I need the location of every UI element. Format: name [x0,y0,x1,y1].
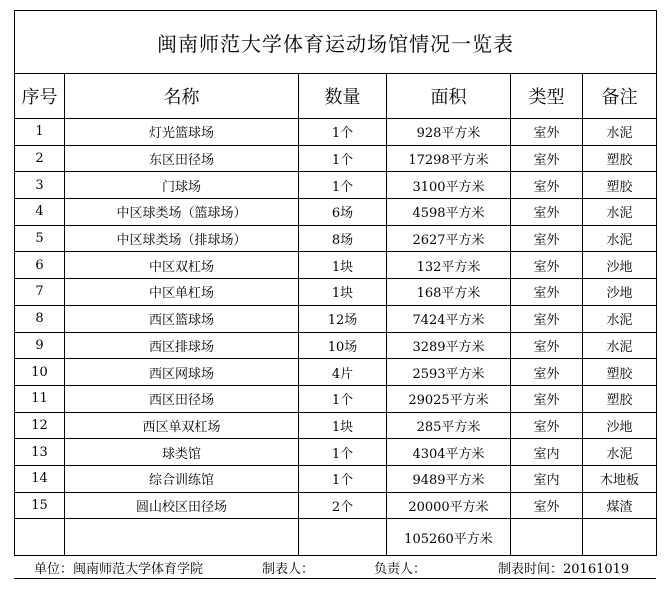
cell-no: 14 [15,465,65,492]
footer-maker: 制表人： [262,562,315,577]
cell-no: 7 [15,279,65,306]
table-row [15,279,657,306]
cell-name: 圆山校区田径场 [65,492,299,519]
cell-type: 室外 [511,119,583,146]
cell-qty: 2个 [299,492,387,519]
cell-no: 1 [15,119,65,146]
table-row [15,199,657,226]
cell-no: 12 [15,412,65,439]
cell-qty: 1块 [299,252,387,279]
cell-note: 水泥 [583,332,657,359]
cell-note: 塑胶 [583,172,657,199]
cell-name: 西区单双杠场 [65,412,299,439]
total-blank-name [65,519,299,556]
title-row [15,11,657,74]
cell-qty: 1个 [299,465,387,492]
table-row [15,332,657,359]
cell-no: 11 [15,385,65,412]
cell-type: 室外 [511,492,583,519]
cell-name: 球类馆 [65,439,299,466]
total-area: 105260平方米 [387,519,511,556]
cell-area: 132平方米 [387,252,511,279]
cell-area: 17298平方米 [387,145,511,172]
cell-note: 煤渣 [583,492,657,519]
cell-area: 9489平方米 [387,465,511,492]
cell-qty: 1个 [299,172,387,199]
cell-no: 5 [15,225,65,252]
table-row [15,359,657,386]
cell-no: 2 [15,145,65,172]
stadium-table-sheet [14,10,656,556]
cell-qty: 1个 [299,145,387,172]
cell-type: 室外 [511,332,583,359]
cell-no: 3 [15,172,65,199]
header-qty: 数量 [299,74,387,119]
table-row [15,492,657,519]
cell-type: 室内 [511,465,583,492]
table-row [15,439,657,466]
cell-note: 水泥 [583,119,657,146]
cell-no: 10 [15,359,65,386]
header-row [15,74,657,119]
cell-name: 西区田径场 [65,385,299,412]
cell-area: 7424平方米 [387,305,511,332]
header-name: 名称 [65,74,299,119]
table-row [15,465,657,492]
cell-qty: 8场 [299,225,387,252]
cell-type: 室外 [511,225,583,252]
table-row [15,252,657,279]
cell-note: 沙地 [583,252,657,279]
cell-qty: 1块 [299,279,387,306]
cell-note: 沙地 [583,279,657,306]
cell-note: 塑胶 [583,359,657,386]
cell-type: 室外 [511,252,583,279]
cell-name: 中区球类场（排球场） [65,225,299,252]
cell-name: 东区田径场 [65,145,299,172]
total-blank-note [583,519,657,556]
header-note: 备注 [583,74,657,119]
cell-note: 塑胶 [583,385,657,412]
cell-note: 木地板 [583,465,657,492]
cell-no: 13 [15,439,65,466]
cell-no: 9 [15,332,65,359]
cell-name: 西区网球场 [65,359,299,386]
footer-unit: 单位：闽南师范大学体育学院 [34,562,204,577]
table-row [15,119,657,146]
cell-area: 928平方米 [387,119,511,146]
cell-qty: 6场 [299,199,387,226]
cell-type: 室外 [511,412,583,439]
cell-note: 水泥 [583,199,657,226]
cell-qty: 1个 [299,385,387,412]
cell-note: 塑胶 [583,145,657,172]
cell-name: 中区单杠场 [65,279,299,306]
cell-note: 水泥 [583,225,657,252]
cell-area: 285平方米 [387,412,511,439]
footer-responsible: 负责人： [374,562,427,577]
footer-time: 制表时间：20161019 [498,562,630,577]
cell-qty: 1个 [299,119,387,146]
cell-name: 门球场 [65,172,299,199]
cell-type: 室外 [511,359,583,386]
total-blank-no [15,519,65,556]
cell-note: 水泥 [583,305,657,332]
cell-name: 灯光篮球场 [65,119,299,146]
header-area: 面积 [387,74,511,119]
cell-name: 综合训练馆 [65,465,299,492]
table-row [15,385,657,412]
cell-type: 室内 [511,439,583,466]
cell-area: 4304平方米 [387,439,511,466]
cell-area: 29025平方米 [387,385,511,412]
cell-area: 20000平方米 [387,492,511,519]
cell-qty: 4片 [299,359,387,386]
cell-area: 168平方米 [387,279,511,306]
cell-note: 水泥 [583,439,657,466]
cell-qty: 12场 [299,305,387,332]
cell-qty: 1块 [299,412,387,439]
total-row [15,519,657,556]
cell-no: 8 [15,305,65,332]
cell-type: 室外 [511,172,583,199]
cell-type: 室外 [511,199,583,226]
cell-area: 3100平方米 [387,172,511,199]
cell-name: 中区双杠场 [65,252,299,279]
cell-note: 沙地 [583,412,657,439]
table-footer [14,554,656,579]
cell-type: 室外 [511,145,583,172]
cell-qty: 10场 [299,332,387,359]
cell-type: 室外 [511,305,583,332]
table-row [15,412,657,439]
table-row [15,305,657,332]
table-row [15,172,657,199]
header-no: 序号 [15,74,65,119]
cell-name: 西区排球场 [65,332,299,359]
cell-name: 中区球类场（篮球场） [65,199,299,226]
total-blank-qty [299,519,387,556]
cell-type: 室外 [511,385,583,412]
cell-area: 3289平方米 [387,332,511,359]
cell-area: 4598平方米 [387,199,511,226]
stadium-table [14,10,657,556]
cell-no: 15 [15,492,65,519]
cell-area: 2627平方米 [387,225,511,252]
cell-no: 4 [15,199,65,226]
cell-type: 室外 [511,279,583,306]
table-title: 闽南师范大学体育运动场馆情况一览表 [15,11,657,74]
cell-no: 6 [15,252,65,279]
cell-qty: 1个 [299,439,387,466]
total-blank-type [511,519,583,556]
header-type: 类型 [511,74,583,119]
cell-area: 2593平方米 [387,359,511,386]
table-row [15,145,657,172]
cell-name: 西区篮球场 [65,305,299,332]
table-row [15,225,657,252]
